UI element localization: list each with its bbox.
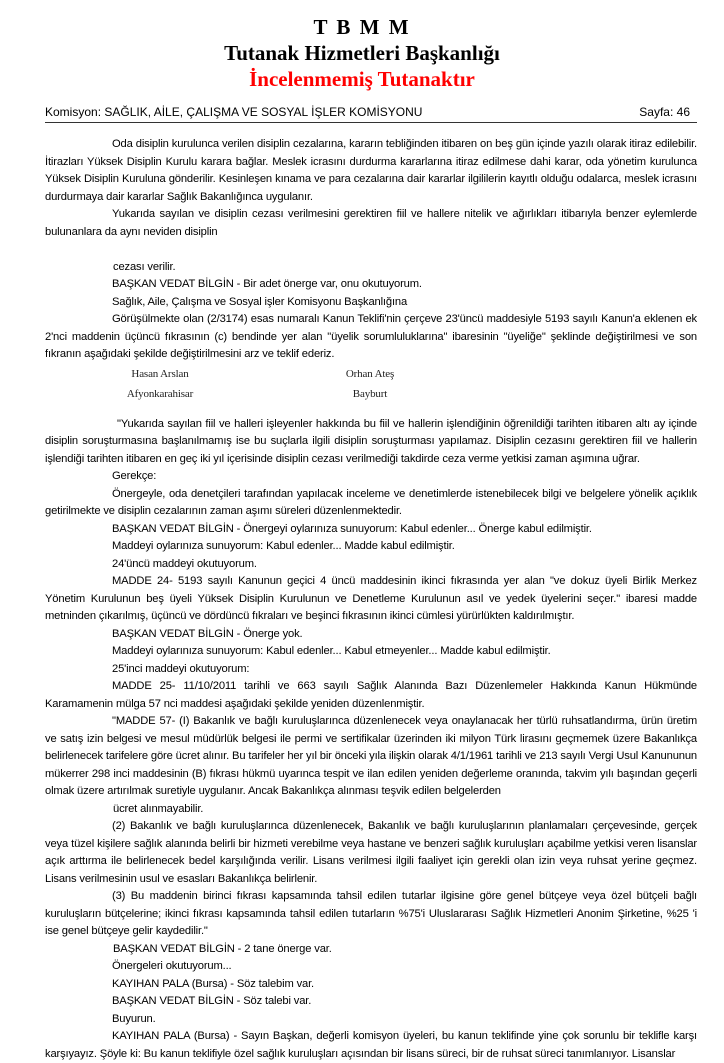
paragraph: 24'üncü maddeyi okutuyorum.: [112, 557, 257, 570]
org-title: T B M M: [313, 15, 411, 39]
rationale-text: Önergeyle, oda denetçileri tarafından yapılacak inceleme ve denetimlerde istenebilecek bilgi ve belgelere yönelik açıklık getirilmekte ve disiplin cezalarının zaman aşımı süreleri düzenlenmektedir.: [45, 487, 697, 517]
status-title: İncelenmemiş Tutanaktır: [249, 67, 475, 91]
page-number: Sayfa: 46: [639, 105, 690, 119]
signatory-name: Orhan Ateş: [345, 367, 395, 380]
article-text: (3) Bu maddenin birinci fıkrası kapsamında tahsil edilen tutarlar ilgisine göre genel bütçeye veya özel bütçeli bağlı kuruluşların bütçelerine; ikinci fıkrası kapsamında tahsil edilen tutarların %75'i Uluslararası Sağlık Hizmetleri Anonim Şirketine, %25 'i ise genel bütçeye gelir kaydedilir.": [45, 890, 697, 937]
spacer: [45, 241, 697, 259]
article-text: "MADDE 57- (I) Bakanlık ve bağlı kuruluşlarınca düzenlenecek veya onaylanacak her türlü ruhsatlandırma, ürün üretim ve satış izin belgesi ve mesul müdürlük belgesi ile permi ve sertifikalar üzerinden iki milyon Türk lirasını geçmemek üzere Bakanlıkça belirlenecek tarifelere göre ücret alınır. Bu tarifeler her yıl bir önceki yıla ilişkin olarak 4/1/1961 tarihli ve 213 sayılı Vergi Usul Kanununun mükerrer 298 inci maddesinin (B) fıkrası hükmü uyarınca tespit ve ilan edilen yeniden değerleme oranında, takvim yılı başından geçerli olmak üzere artırılmak suretiyle uygulanır. Ancak Bakanlıkça alınması teşvik edilen belgelerden: [45, 715, 697, 797]
speaker-line: BAŞKAN VEDAT BİLGİN - Önerge yok.: [112, 627, 303, 640]
paragraph: cezası verilir.: [113, 260, 176, 273]
motion-text: Görüşülmekte olan (2/3174) esas numaralı Kanun Teklifi'nin çerçeve 23'üncü maddesiyle 5193 sayılı Kanun'a eklenen ek 2'nci maddenin üçüncü fıkrasının (c) bendinde yer alan "üyelik sorumluluklarına" ibaresinin "üyeliğe" şeklinde değiştirilmesi ve son fıkranın aşağıdaki şekilde değiştirilmesini arz ve teklif ederiz.: [45, 313, 697, 360]
paragraph: 25'inci maddeyi okutuyorum:: [112, 662, 250, 675]
paragraph: Önergeleri okutuyorum...: [112, 960, 232, 972]
paragraph: Maddeyi oylarınıza sunuyorum: Kabul edenler... Madde kabul edilmiştir.: [112, 540, 455, 552]
speaker-line: KAYIHAN PALA (Bursa) - Söz talebim var.: [112, 977, 315, 990]
quoted-text: "Yukarıda sayılan fiil ve halleri işleyenler hakkında bu fiil ve hallerin işlendiğinin öğrenildiği tarihten itibaren altı ay içinde disiplin soruşturmasına başlanılmamış ise bu suçlarla ilgili disiplin soruşturması yapılamaz. Disiplin cezasını gerektiren fiil ve hallerin işlendiği tarihten itibaren en geç iki yıl içerisinde disiplin cezası verilmediği takdirde ceza verme yetkisi zaman aşımına uğrar.: [45, 417, 697, 465]
speaker-line: BAŞKAN VEDAT BİLGİN - 2 tane önerge var.: [113, 942, 332, 955]
motion-addressee: Sağlık, Aile, Çalışma ve Sosyal işler Komisyonu Başkanlığına: [112, 295, 408, 308]
article-text: MADDE 25- 11/10/2011 tarihli ve 663 sayılı Sağlık Alanında Bazı Düzenlemeler Hakkında Kanun Hükmünde Karamamenin mülga 57 nci maddesi aşağıdaki şekilde yeniden düzenlenmiştir.: [45, 680, 697, 710]
commission-name: Komisyon: SAĞLIK, AİLE, ÇALIŞMA VE SOSYAL İŞLER KOMİSYONU: [45, 105, 423, 119]
paragraph: Maddeyi oylarınıza sunuyorum: Kabul edenler... Kabul etmeyenler... Madde kabul edilmiştir.: [112, 645, 551, 657]
paragraph: Yukarıda sayılan ve disiplin cezası verilmesini gerektiren fiil ve hallere nitelik ve ağırlıkları itibarıyla benzer eylemlerde bulunanlara da aynı neviden disiplin: [45, 208, 697, 238]
speaker-line: BAŞKAN VEDAT BİLGİN - Bir adet önerge var, onu okutuyorum.: [112, 278, 422, 290]
speaker-line: BAŞKAN VEDAT BİLGİN - Söz talebi var.: [112, 995, 312, 1007]
paragraph: ücret alınmayabilir.: [113, 802, 204, 815]
article-text: (2) Bakanlık ve bağlı kuruluşlarınca düzenlenecek, Bakanlık ve bağlı kuruluşlarının planlamaları çerçevesinde, gerçek veya tüzel kişilere sağlık alanında belirli bir hizmeti verebilme veya hastane ve benzeri sağlık kuruluşları açabilme yetkisi veren lisanslar açık arttırma ile belirlenecek bedel karşılığında verilir. Lisans verilmesi ilgili faaliyet için gerekli olan izin veya ruhsat yerine geçmez. Lisans verilmesinin usul ve esasları Bakanlıkça belirlenir.: [45, 820, 697, 885]
department-title: Tutanak Hizmetleri Başkanlığı: [224, 41, 500, 65]
article-text: MADDE 24- 5193 sayılı Kanunun geçici 4 üncü maddesinin ikinci fıkrasında yer alan "ve dokuz üyeli Birlik Merkez Yönetim Kurulunun beş üyeli Yüksek Disiplin Kurulunun ve Denetleme Kurulunun asıl ve yedek üyelerini seçer." ibaresi madde metninden çıkarılmış, üçüncü ve dördüncü fıkraları ve beşinci fıkrasının ikinci cümlesi yürürlükten kaldırılmıştır.: [45, 575, 697, 622]
signatory-1: [90, 364, 230, 404]
paragraph: Buyurun.: [112, 1012, 156, 1025]
paragraph: Oda disiplin kurulunca verilen disiplin cezalarına, kararın tebliğinden itibaren on beş gün içinde yazılı olarak itiraz edilebilir. İtirazları Yüksek Disiplin Kurulu karara bağlar. Meslek icrasını durdurma kararlarına itiraz edilmese dahi karar, oda yönetim kurulunca Yüksek Disiplin Kuruluna gönderilir. Kesinleşen kınama ve para cezalarına dair kararlar ilgililerin kayıtlı olduğu odalarca, meslek icrasını durdurmaya dair kararlar Sağlık Bakanlığınca uygulanır.: [45, 138, 697, 203]
heading-rationale: Gerekçe:: [112, 470, 157, 482]
document-header: [0, 12, 724, 92]
speaker-line: KAYIHAN PALA (Bursa) - Sayın Başkan, değerli komisyon üyeleri, bu kanun teklifinde yine çok sorunlu bir teklifle karşı karşıyayız. Şöyle ki: Bu kanun teklifiyle özel sağlık kuruluşları açısından bir lisans süreci, bir de ruhsat süreci tanımlanıyor. Lisanslar: [45, 1030, 697, 1060]
speaker-line: BAŞKAN VEDAT BİLGİN - Önergeyi oylarınıza sunuyorum: Kabul edenler... Önerge kabul edilmiştir.: [112, 522, 592, 535]
commission-bar: [45, 104, 697, 123]
signature-block: [45, 364, 697, 408]
signatory-name: Hasan Arslan: [131, 367, 189, 380]
spacer: [45, 408, 697, 416]
transcript-body: [45, 136, 697, 1063]
signatory-place: Afyonkarahisar: [126, 387, 194, 400]
signatory-2: [300, 364, 440, 404]
signatory-place: Bayburt: [352, 387, 388, 400]
